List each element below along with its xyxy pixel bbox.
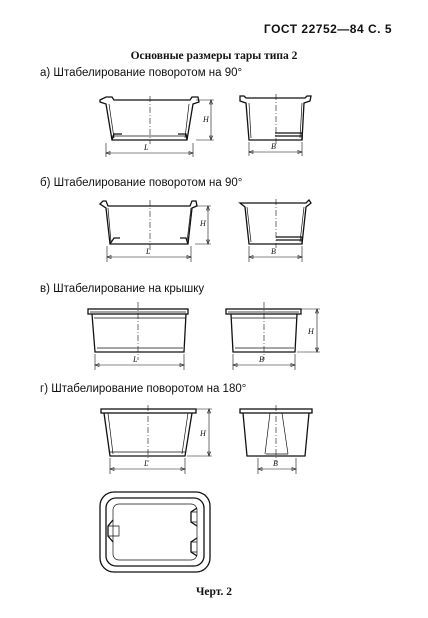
dim-height-v: H <box>308 327 314 336</box>
dim-length-b: L <box>146 247 151 256</box>
dim-height-g: H <box>200 429 206 438</box>
dim-width-b: B <box>271 247 276 256</box>
caption-g: г) Штабелирование поворотом на 180° <box>40 383 247 395</box>
dim-height-b: H <box>200 219 206 228</box>
standard-header: ГОСТ 22752—84 С. 5 <box>263 22 392 36</box>
page-title: Основные размеры тары типа 2 <box>130 50 298 62</box>
dim-length-v: L <box>133 355 138 364</box>
dim-width-v: B <box>259 355 264 364</box>
drawing-a-side-view <box>240 94 311 156</box>
caption-b: б) Штабелирование поворотом на 90° <box>40 177 243 189</box>
drawing-g-side-view <box>240 405 312 474</box>
caption-v: в) Штабелирование на крышку <box>40 283 205 295</box>
drawing-b-front-view <box>100 200 211 262</box>
dim-length-g: L <box>144 459 149 468</box>
caption-a: а) Штабелирование поворотом на 90° <box>40 67 243 79</box>
dim-width-a: B <box>271 142 276 151</box>
drawing-v-side-view <box>226 302 320 370</box>
drawing-v-front-view <box>88 302 188 370</box>
drawing-b-side-view <box>240 199 311 262</box>
dim-width-g: B <box>273 459 278 468</box>
drawing-a-front-view <box>100 96 214 157</box>
dim-height-a: H <box>203 115 209 124</box>
figure-caption: Черт. 2 <box>195 586 233 598</box>
drawing-top-view <box>100 492 210 572</box>
drawing-g-front-view <box>101 405 212 474</box>
dim-length-a: L <box>144 143 149 152</box>
